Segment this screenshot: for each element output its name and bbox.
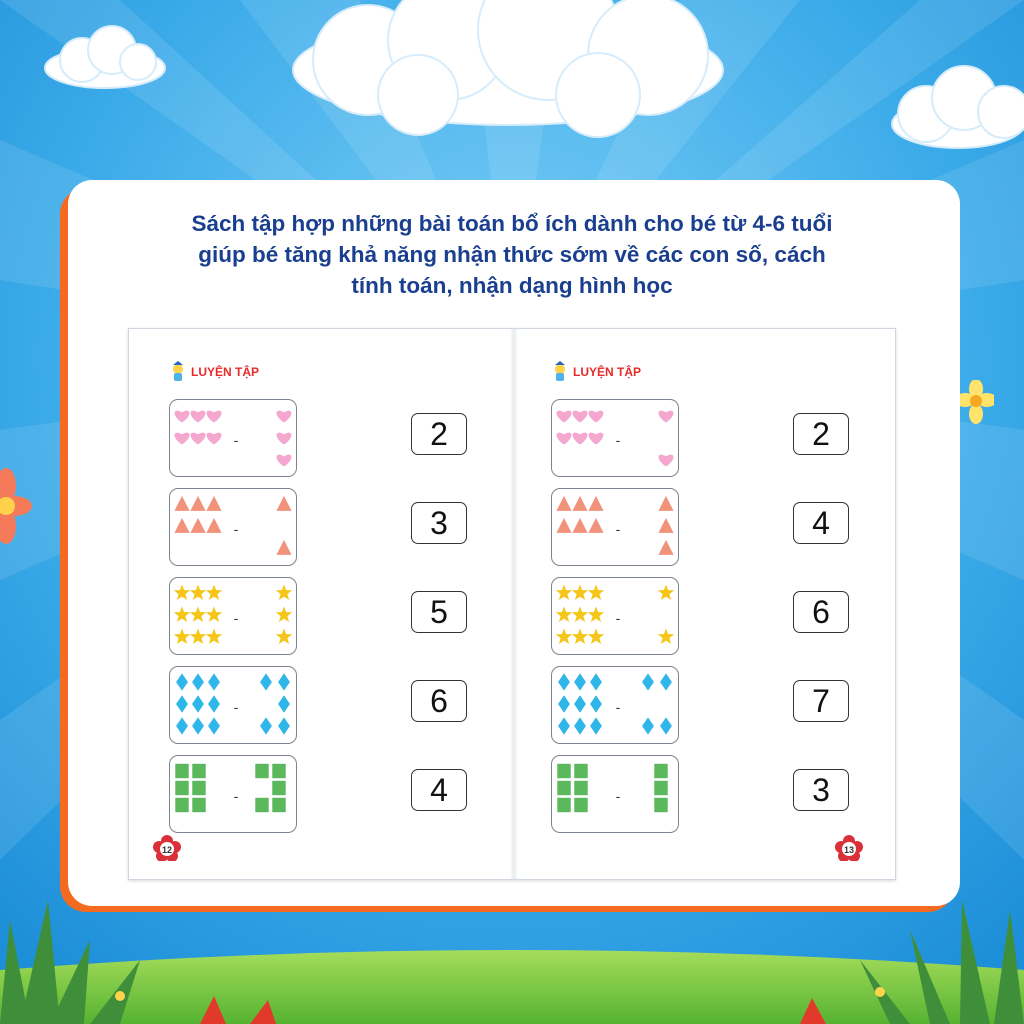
- exercise-box: [169, 488, 297, 566]
- heart-shape: [207, 411, 222, 423]
- star-shape: [276, 628, 292, 644]
- star-shape: [174, 584, 190, 600]
- square-shape: [654, 781, 667, 795]
- exercise-box: [169, 666, 297, 744]
- triangle-shape: [556, 518, 571, 533]
- answer-box[interactable]: 6: [411, 680, 467, 722]
- exercise-shapes: [552, 667, 680, 745]
- diamond-shape: [176, 717, 188, 734]
- minus-operator: -: [615, 699, 621, 715]
- exercise-shapes: [170, 756, 298, 834]
- star-shape: [556, 628, 572, 644]
- star-shape: [206, 628, 222, 644]
- star-shape: [588, 606, 604, 622]
- workbook-spread: [128, 328, 896, 880]
- answer-box[interactable]: 6: [793, 591, 849, 633]
- heart-shape: [659, 455, 674, 467]
- headline-line-1: Sách tập hợp những bài toán bổ ích dành cho bé từ 4-6 tuổi: [191, 211, 833, 236]
- grass-ground: [0, 900, 1024, 1024]
- square-shape: [175, 764, 188, 778]
- left-page: [129, 329, 511, 879]
- diamond-shape: [278, 717, 290, 734]
- exercise-box: [551, 577, 679, 655]
- heart-shape: [589, 411, 604, 423]
- diamond-shape: [260, 673, 272, 690]
- star-shape: [658, 584, 674, 600]
- minus-operator: -: [233, 521, 239, 537]
- star-shape: [572, 584, 588, 600]
- triangle-shape: [588, 518, 603, 533]
- triangle-shape: [588, 496, 603, 511]
- exercise-shapes: [170, 667, 298, 745]
- diamond-shape: [192, 673, 204, 690]
- triangle-shape: [658, 540, 673, 555]
- cloud-top-center: [278, 0, 738, 140]
- heart-shape: [277, 433, 292, 445]
- triangle-shape: [276, 540, 291, 555]
- answer-box[interactable]: 3: [793, 769, 849, 811]
- star-shape: [190, 606, 206, 622]
- square-shape: [255, 764, 268, 778]
- answer-box[interactable]: 2: [793, 413, 849, 455]
- mascot-icon: [169, 361, 187, 383]
- exercise-box: [551, 488, 679, 566]
- square-shape: [557, 781, 570, 795]
- square-shape: [574, 764, 587, 778]
- heart-shape: [175, 433, 190, 445]
- flower-right-icon: [958, 380, 994, 426]
- answer-box[interactable]: 4: [793, 502, 849, 544]
- star-shape: [174, 628, 190, 644]
- diamond-shape: [574, 673, 586, 690]
- triangle-shape: [206, 496, 221, 511]
- exercise-box: [169, 399, 297, 477]
- diamond-shape: [558, 673, 570, 690]
- page-number-badge-right: [835, 835, 863, 861]
- triangle-shape: [276, 496, 291, 511]
- star-shape: [174, 606, 190, 622]
- heart-shape: [207, 433, 222, 445]
- heart-shape: [175, 411, 190, 423]
- heart-shape: [573, 411, 588, 423]
- square-shape: [192, 798, 205, 812]
- minus-operator: -: [615, 788, 621, 804]
- mascot-icon: [551, 361, 569, 383]
- headline-line-3: tính toán, nhận dạng hình học: [351, 273, 673, 298]
- answer-box[interactable]: 4: [411, 769, 467, 811]
- star-shape: [572, 628, 588, 644]
- diamond-shape: [660, 673, 672, 690]
- minus-operator: -: [233, 699, 239, 715]
- square-shape: [192, 781, 205, 795]
- exercise-shapes: [552, 400, 680, 478]
- square-shape: [574, 781, 587, 795]
- right-page: [513, 329, 895, 879]
- square-shape: [654, 764, 667, 778]
- diamond-shape: [260, 717, 272, 734]
- triangle-shape: [572, 496, 587, 511]
- square-shape: [272, 798, 285, 812]
- minus-operator: -: [615, 521, 621, 537]
- triangle-shape: [556, 496, 571, 511]
- exercise-shapes: [552, 756, 680, 834]
- diamond-shape: [642, 673, 654, 690]
- cloud-top-left: [42, 24, 168, 92]
- heart-shape: [557, 411, 572, 423]
- headline-line-2: giúp bé tăng khả năng nhận thức sớm về các con số, cách: [198, 242, 826, 267]
- triangle-shape: [206, 518, 221, 533]
- exercise-box: [169, 755, 297, 833]
- heart-shape: [573, 433, 588, 445]
- square-shape: [574, 798, 587, 812]
- star-shape: [658, 628, 674, 644]
- exercise-shapes: [170, 400, 298, 478]
- star-shape: [588, 584, 604, 600]
- diamond-shape: [590, 695, 602, 712]
- diamond-shape: [590, 673, 602, 690]
- star-shape: [556, 584, 572, 600]
- star-shape: [588, 628, 604, 644]
- square-shape: [255, 798, 268, 812]
- exercise-shapes: [170, 578, 298, 656]
- page-title-text: LUYỆN TẬP: [191, 365, 260, 379]
- minus-operator: -: [615, 432, 621, 448]
- square-shape: [654, 798, 667, 812]
- diamond-shape: [176, 695, 188, 712]
- star-shape: [276, 606, 292, 622]
- triangle-shape: [174, 518, 189, 533]
- triangle-shape: [174, 496, 189, 511]
- star-shape: [206, 606, 222, 622]
- diamond-shape: [642, 717, 654, 734]
- diamond-shape: [660, 717, 672, 734]
- square-shape: [192, 764, 205, 778]
- triangle-shape: [658, 518, 673, 533]
- diamond-shape: [558, 717, 570, 734]
- diamond-shape: [558, 695, 570, 712]
- exercise-shapes: [552, 489, 680, 567]
- star-shape: [276, 584, 292, 600]
- minus-operator: -: [233, 432, 239, 448]
- exercise-box: [551, 399, 679, 477]
- minus-operator: -: [233, 610, 239, 626]
- diamond-shape: [208, 673, 220, 690]
- page-number-right: 13: [843, 845, 855, 855]
- square-shape: [175, 798, 188, 812]
- page-number-left: 12: [161, 845, 173, 855]
- heart-shape: [277, 411, 292, 423]
- star-shape: [190, 584, 206, 600]
- triangle-shape: [658, 496, 673, 511]
- exercise-shapes: [170, 489, 298, 567]
- triangle-shape: [190, 518, 205, 533]
- heart-shape: [589, 433, 604, 445]
- cloud-right: [886, 62, 1024, 154]
- minus-operator: -: [233, 788, 239, 804]
- exercise-box: [551, 755, 679, 833]
- star-shape: [190, 628, 206, 644]
- page-title-left: [169, 361, 259, 383]
- flower-left-icon: [0, 466, 36, 546]
- heart-shape: [191, 411, 206, 423]
- exercise-shapes: [552, 578, 680, 656]
- page-title-right: [551, 361, 641, 383]
- exercise-box: [551, 666, 679, 744]
- diamond-shape: [208, 717, 220, 734]
- diamond-shape: [574, 695, 586, 712]
- diamond-shape: [590, 717, 602, 734]
- square-shape: [175, 781, 188, 795]
- page-title-text: LUYỆN TẬP: [573, 365, 642, 379]
- headline: [100, 208, 924, 301]
- diamond-shape: [208, 695, 220, 712]
- square-shape: [272, 764, 285, 778]
- square-shape: [557, 764, 570, 778]
- heart-shape: [659, 411, 674, 423]
- star-shape: [206, 584, 222, 600]
- answer-box[interactable]: 3: [411, 502, 467, 544]
- diamond-shape: [278, 695, 290, 712]
- triangle-shape: [190, 496, 205, 511]
- minus-operator: -: [615, 610, 621, 626]
- square-shape: [272, 781, 285, 795]
- square-shape: [557, 798, 570, 812]
- triangle-shape: [572, 518, 587, 533]
- diamond-shape: [192, 717, 204, 734]
- star-shape: [556, 606, 572, 622]
- diamond-shape: [574, 717, 586, 734]
- star-shape: [572, 606, 588, 622]
- exercise-box: [169, 577, 297, 655]
- heart-shape: [277, 455, 292, 467]
- heart-shape: [191, 433, 206, 445]
- diamond-shape: [278, 673, 290, 690]
- heart-shape: [557, 433, 572, 445]
- diamond-shape: [176, 673, 188, 690]
- answer-box[interactable]: 2: [411, 413, 467, 455]
- diamond-shape: [192, 695, 204, 712]
- answer-box[interactable]: 7: [793, 680, 849, 722]
- page-number-badge-left: [153, 835, 181, 861]
- answer-box[interactable]: 5: [411, 591, 467, 633]
